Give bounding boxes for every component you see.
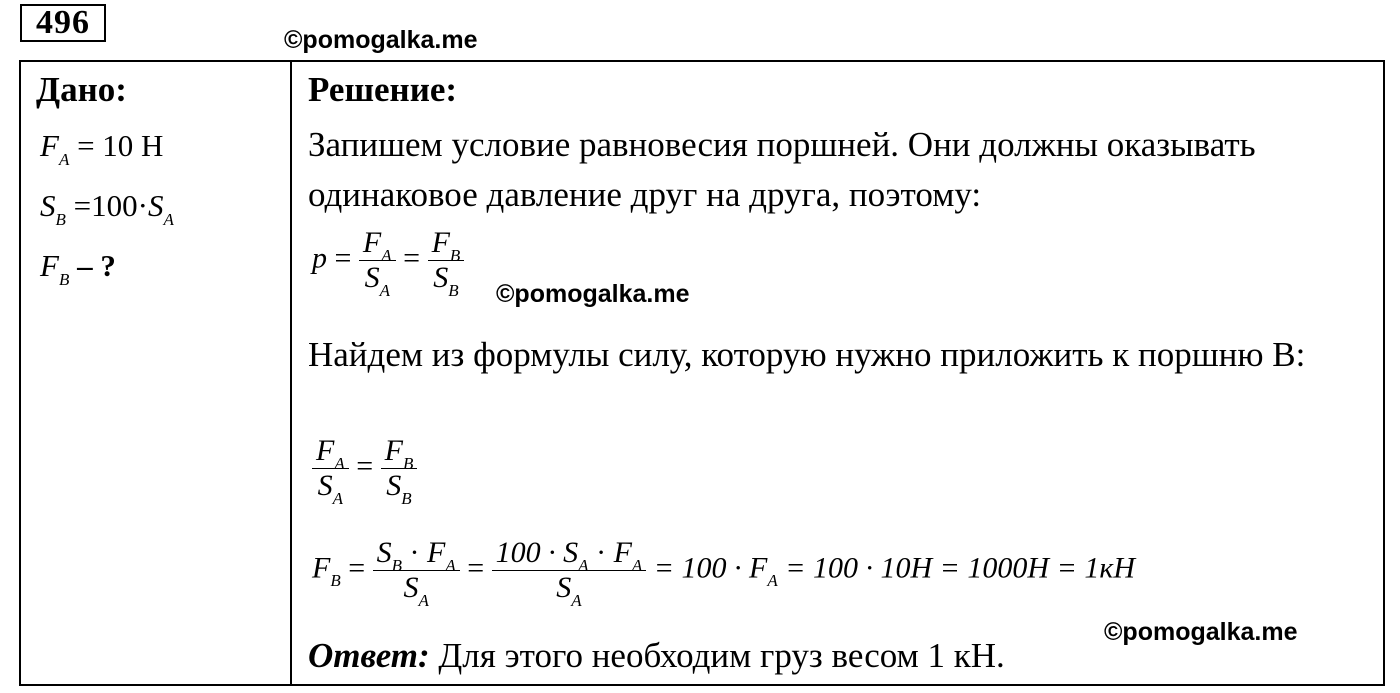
- fraction-fa-sa: $\frac{F_A}{S_A}$: [312, 434, 349, 503]
- answer-label: Ответ:: [308, 636, 430, 675]
- given-unknown-force-b: $F_B$ – ?: [40, 248, 116, 289]
- given-area-relation: $S_B =100\cdot S_A$: [40, 188, 174, 229]
- given-force-a: $F_A = 10$ Н: [40, 128, 164, 169]
- watermark-bottom: ©pomogalka.me: [1104, 618, 1298, 646]
- pressure-equation: p = $\frac{F_A}{S_A}$ = $\frac{F_B}{S_B}$: [312, 226, 464, 295]
- fraction-sb-fa-over-sa: $\frac{S_B \cdot F_A}{S_A}$: [373, 536, 460, 605]
- solution-paragraph-1: Запишем условие равновесия поршней. Они должны оказывать одинаковое давление друг на друга, поэтому:: [308, 125, 1256, 214]
- fraction-fb-sb: $\frac{F_B}{S_B}$: [428, 226, 465, 295]
- solution-heading: Решение:: [308, 70, 458, 109]
- fraction-fa-sa: $\frac{F_A}{S_A}$: [359, 226, 396, 295]
- ratio-equation: $\frac{F_A}{S_A}$ = $\frac{F_B}{S_B}$: [312, 434, 417, 503]
- fraction-fb-sb: $\frac{F_B}{S_B}$: [381, 434, 418, 503]
- solution-paragraph-2: Найдем из формулы силу, которую нужно приложить к поршню В:: [308, 335, 1306, 374]
- answer-line: [308, 636, 1005, 676]
- given-heading: Дано:: [36, 70, 127, 109]
- fraction-100sa-fa-over-sa: $\frac{100 \cdot S_A \cdot F_A}{S_A}$: [492, 536, 647, 605]
- answer-text: Для этого необходим груз весом 1 кН.: [429, 636, 1005, 675]
- column-divider: [290, 60, 292, 686]
- watermark-middle: ©pomogalka.me: [496, 280, 690, 308]
- watermark-top: ©pomogalka.me: [284, 26, 478, 54]
- force-b-calculation: $F_B$ = $\frac{S_B \cdot F_A}{S_A}$ = $\frac{100 \cdot S_A \cdot F_A}{S_A}$ = $100 \cdot F_A = 100 \cdot 10H = 1000H = 1кH$: [312, 536, 1136, 610]
- problem-number: 496: [20, 4, 106, 42]
